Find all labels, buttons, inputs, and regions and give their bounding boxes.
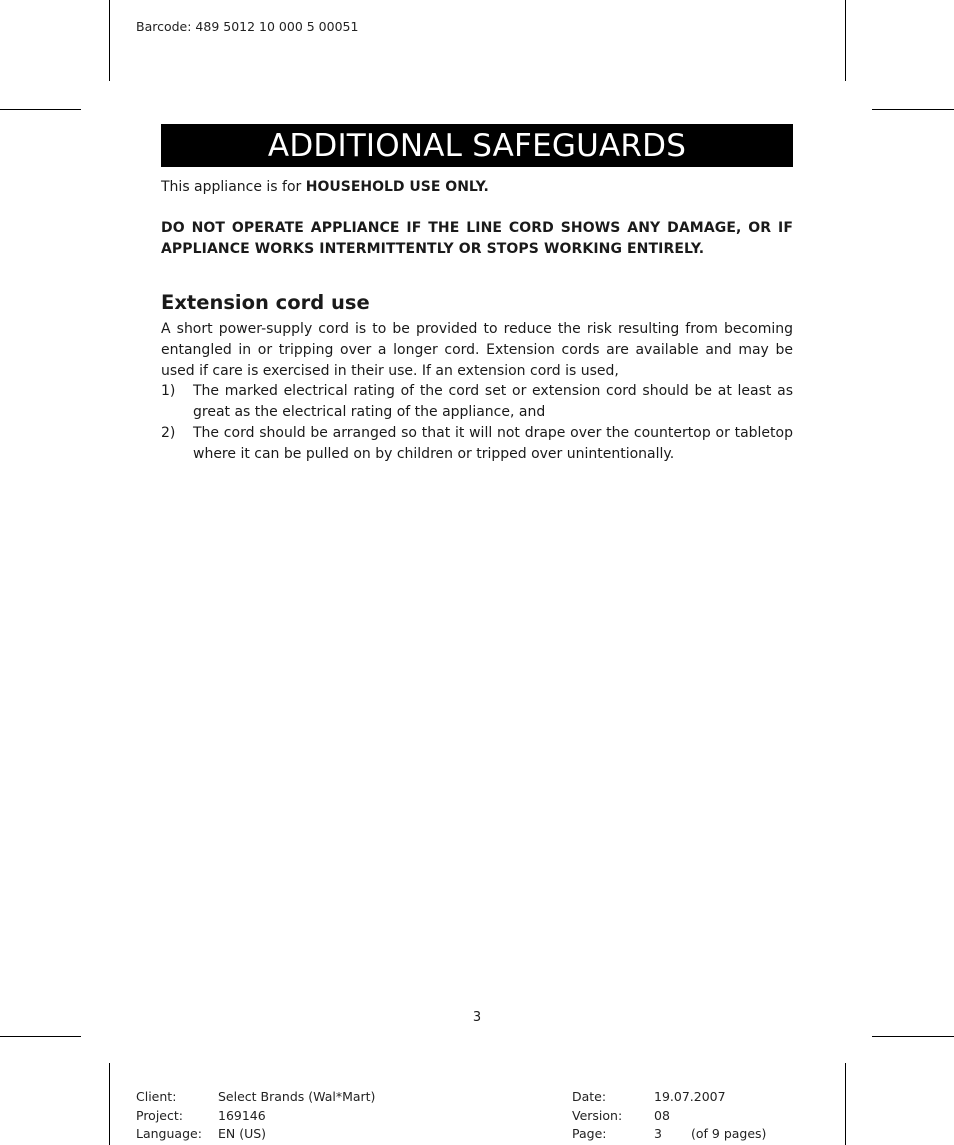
crop-mark-top-right	[845, 0, 846, 81]
page-total: (of 9 pages)	[691, 1126, 767, 1142]
list-item-number: 2)	[161, 424, 176, 441]
page-title: ADDITIONAL SAFEGUARDS	[161, 124, 793, 167]
footer-left	[136, 1088, 375, 1144]
list-item-text: The cord should be arranged so that it will not drape over the countertop or tabletop where it can be pulled on by children or tripped over unintentionally.	[193, 424, 793, 462]
intro-text	[161, 177, 793, 197]
footer-right	[572, 1088, 766, 1144]
page-label: Page:	[572, 1126, 607, 1142]
crop-mark-right-top	[872, 109, 954, 110]
language-value: EN (US)	[218, 1126, 267, 1142]
version-label: Version:	[572, 1107, 623, 1123]
project-value: 169146	[218, 1107, 266, 1123]
language-label: Language:	[136, 1126, 202, 1142]
project-label: Project:	[136, 1107, 183, 1123]
list-item	[161, 381, 793, 423]
list-item-text: The marked electrical rating of the cord set or extension cord should be at least as great as the electrical rating of the appliance, and	[193, 383, 793, 421]
client-label: Client:	[136, 1089, 177, 1104]
list-item-number: 1)	[161, 383, 176, 400]
crop-mark-left-bottom	[0, 1036, 81, 1037]
version-value: 08	[654, 1107, 670, 1123]
page-content	[161, 124, 793, 465]
date-value: 19.07.2007	[654, 1089, 726, 1104]
page-value: 3	[654, 1126, 662, 1142]
crop-mark-top-left	[109, 0, 110, 81]
crop-mark-bottom-right	[845, 1063, 846, 1145]
warning-text: DO NOT OPERATE APPLIANCE IF THE LINE CORD SHOWS ANY DAMAGE, OR IF APPLIANCE WORKS INTERMITTENTLY OR STOPS WORKING ENTIRELY.	[161, 220, 793, 257]
crop-mark-right-bottom	[872, 1036, 954, 1037]
list-item	[161, 423, 793, 465]
client-value: Select Brands (Wal*Mart)	[218, 1089, 376, 1104]
page-number: 3	[472, 1010, 482, 1025]
intro-emphasis: HOUSEHOLD USE ONLY.	[305, 179, 489, 195]
section-body: A short power-supply cord is to be provided to reduce the risk resulting from becoming entangled in or tripping over a longer cord. Extension cords are available and may be used if care is exercised in their use. If an extension cord is used,	[161, 321, 793, 379]
crop-mark-left-top	[0, 109, 81, 110]
barcode-label: Barcode: 489 5012 10 000 5 00051	[136, 19, 359, 34]
intro-prefix: This appliance is for	[161, 179, 306, 195]
section-heading: Extension cord use	[161, 291, 370, 314]
extension-cord-list	[161, 381, 793, 464]
crop-mark-bottom-left	[109, 1063, 110, 1145]
date-label: Date:	[572, 1089, 607, 1104]
